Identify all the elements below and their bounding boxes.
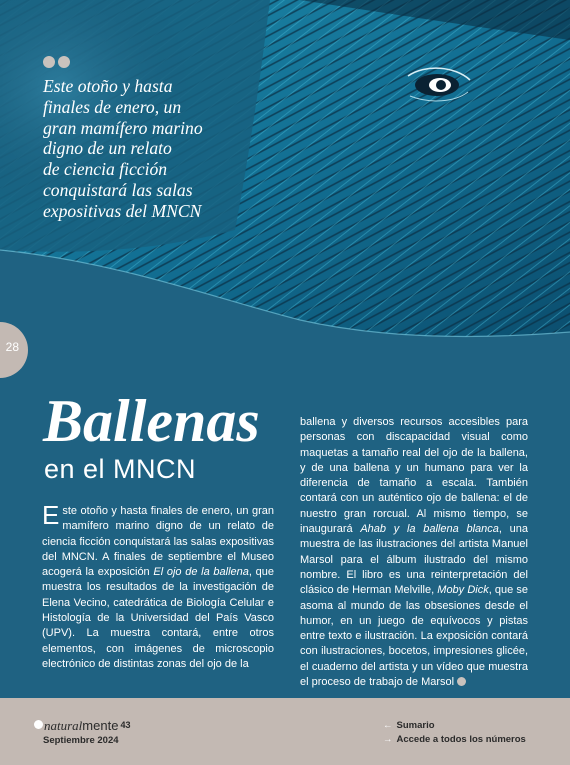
intro-line: de ciencia ficción bbox=[43, 159, 168, 180]
body-column-left: Este otoño y hasta finales de enero, un gran mamífero marino digno de un relato de ciencia ficción conquistará las salas expositivas del MNCN. A finales de septiembre el Museo acogerá la exposición El ojo de la ballena, que muestra los resultados de la investigación de Elena Vecino, catedrática de Biología Celular e Histología de la Universidad del País Vasco (UPV). La muestra contará, entre otros elementos, con imágenes de microscopio electrónico de distintas zonas del ojo de la bbox=[42, 500, 274, 670]
issue-number: 43 bbox=[120, 720, 131, 730]
page-number: 28 bbox=[5, 340, 19, 354]
intro-line: expositivas del MNCN bbox=[43, 200, 202, 221]
article-subtitle: en el MNCN bbox=[44, 454, 197, 484]
intro-line: conquistará las salas bbox=[43, 179, 193, 200]
intro-line: digno de un relato bbox=[43, 138, 172, 159]
end-dot-icon bbox=[457, 677, 466, 686]
article-title: Ballenas bbox=[43, 388, 260, 454]
footer bbox=[0, 698, 570, 765]
all-issues-link[interactable]: → Accede a todos los números bbox=[383, 734, 526, 745]
dots-icon bbox=[43, 56, 70, 68]
body-column-right: ballena y diversos recursos accesibles para personas con discapacidad visual como maquetas a tamaño real del ojo de la ballena, y de una ballena y un humano para ver la diferencia de tamaño a escala. También contará con un auténtico ojo de ballena: el de nuestro gran rorcual. Al mismo tiempo, se inaugurará Ahab y la ballena blanca, una muestra de las ilustraciones del artista Manuel Marsol para el álbum ilustrado del mismo nombre. El libro es una reinterpretación del clásico de Herman Melville, Moby Dick, que se asoma al mundo de las obsesiones desde el humor, en un juego de equívocos y pistas entre texto e ilustración. La exposición contará con ilustraciones, bocetos, impresiones glicée, el cuaderno del artista y un vídeo que muestra el proceso de trabajo de Marsol bbox=[300, 416, 529, 689]
magazine-brand: naturalmente 43 bbox=[34, 718, 130, 734]
footer-links bbox=[383, 719, 526, 747]
brand-dot-icon bbox=[34, 720, 43, 729]
drop-cap: E bbox=[42, 500, 60, 530]
intro-quote bbox=[43, 76, 243, 222]
left-arrow-icon: ← bbox=[383, 720, 393, 731]
summary-link[interactable]: ← Sumario bbox=[383, 720, 435, 731]
intro-line: Este otoño y hasta bbox=[43, 76, 173, 96]
intro-line: finales de enero, un bbox=[43, 96, 182, 117]
intro-line: gran mamífero marino bbox=[43, 117, 203, 138]
right-arrow-icon: → bbox=[383, 734, 393, 745]
issue-date: Septiembre 2024 bbox=[43, 735, 119, 746]
